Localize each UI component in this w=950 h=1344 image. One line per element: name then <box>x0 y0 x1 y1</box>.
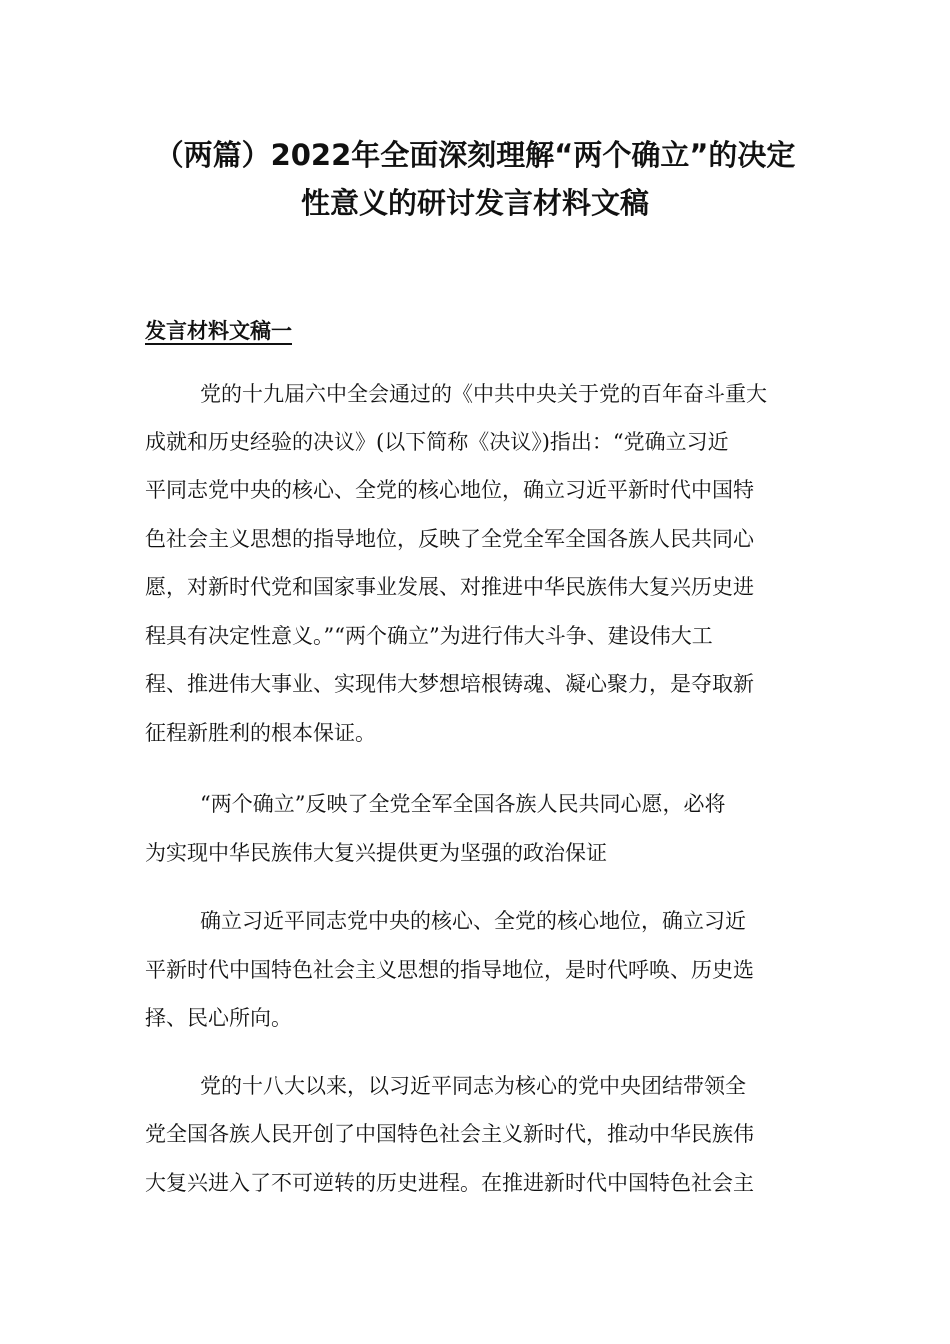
paragraph-3-line-3: 择、民心所向。 <box>145 1006 292 1030</box>
document-title-line-1: （两篇）2022年全面深刻理解“两个确立”的决定 <box>154 138 796 172</box>
paragraph-1-line-6: 程具有决定性意义。”“两个确立”为进行伟大斗争、建设伟大工 <box>145 624 713 648</box>
section-heading: 发言材料文稿一 <box>145 319 292 343</box>
paragraph-1-line-7: 程、推进伟大事业、实现伟大梦想培根铸魂、凝心聚力，是夺取新 <box>145 672 754 696</box>
document-title-line-2: 性意义的研讨发言材料文稿 <box>300 186 649 220</box>
paragraph-4-line-3: 大复兴进入了不可逆转的历史进程。在推进新时代中国特色社会主 <box>145 1171 754 1195</box>
paragraph-2-line-1: “两个确立”反映了全党全军全国各族人民共同心愿，必将 <box>200 792 726 816</box>
paragraph-1-line-2: 成就和历史经验的决议》(以下简称《决议》)指出：“党确立习近 <box>145 430 729 454</box>
paragraph-1-line-8: 征程新胜利的根本保证。 <box>145 721 376 745</box>
paragraph-4-line-1: 党的十八大以来，以习近平同志为核心的党中央团结带领全 <box>200 1074 746 1098</box>
paragraph-3-line-1: 确立习近平同志党中央的核心、全党的核心地位，确立习近 <box>200 909 746 933</box>
paragraph-1-line-3: 平同志党中央的核心、全党的核心地位，确立习近平新时代中国特 <box>145 478 754 502</box>
paragraph-2-line-2: 为实现中华民族伟大复兴提供更为坚强的政治保证 <box>145 841 607 865</box>
paragraph-3-line-2: 平新时代中国特色社会主义思想的指导地位，是时代呼唤、历史选 <box>145 958 754 982</box>
paragraph-1-line-1: 党的十九届六中全会通过的《中共中央关于党的百年奋斗重大 <box>200 382 767 406</box>
paragraph-4-line-2: 党全国各族人民开创了中国特色社会主义新时代，推动中华民族伟 <box>145 1122 754 1146</box>
paragraph-1-line-4: 色社会主义思想的指导地位，反映了全党全军全国各族人民共同心 <box>145 527 754 551</box>
paragraph-1-line-5: 愿，对新时代党和国家事业发展、对推进中华民族伟大复兴历史进 <box>145 575 754 599</box>
